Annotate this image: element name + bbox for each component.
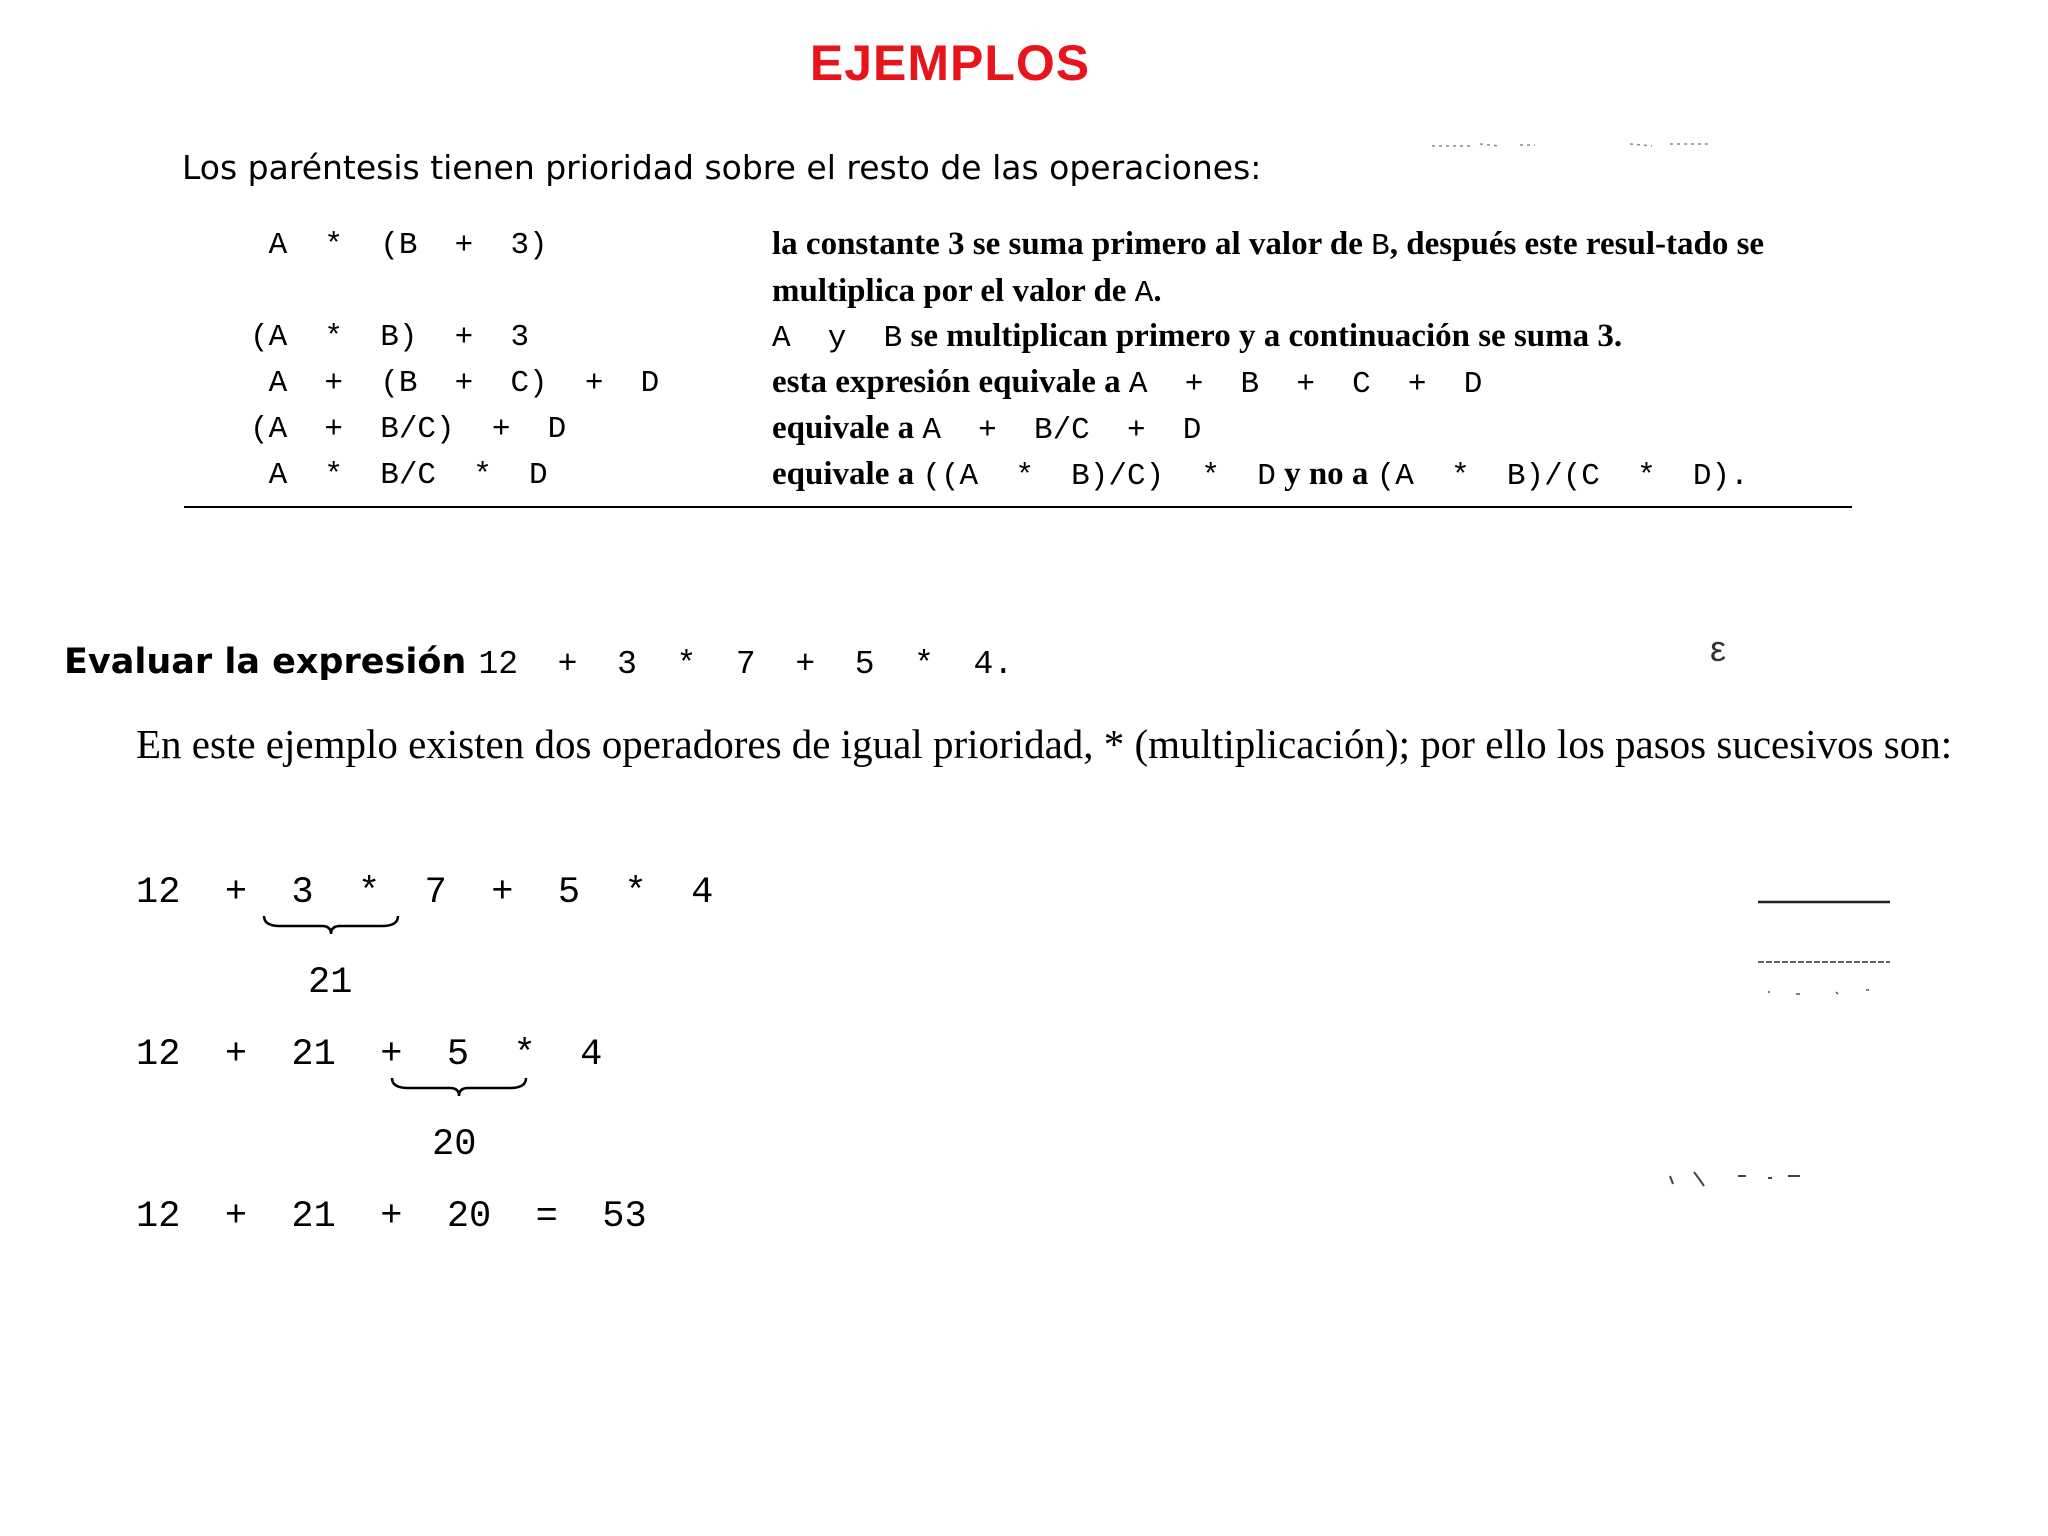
rule-row xyxy=(250,222,1860,314)
rule-description xyxy=(772,314,1860,361)
evaluate-label: Evaluar la expresión xyxy=(64,642,479,682)
step-line-2: 12 + 21 + 5 * 4 xyxy=(136,1034,603,1076)
rule-code-fragment: A xyxy=(1134,276,1154,311)
evaluate-expression: 12 + 3 * 7 + 5 * 4. xyxy=(478,646,1014,683)
rule-description xyxy=(772,406,1860,453)
step-result-2: 20 xyxy=(432,1124,477,1166)
step-result-1: 21 xyxy=(308,962,353,1004)
rule-code-fragment: A + B + C + D xyxy=(1128,367,1483,402)
page-title: EJEMPLOS xyxy=(809,35,1091,91)
epsilon-mark: ε xyxy=(1710,628,1727,669)
rule-code-fragment: A y B xyxy=(772,321,903,356)
rule-code-fragment: ((A * B)/C) * D xyxy=(922,459,1276,494)
rule-text-fragment: y no a xyxy=(1275,456,1377,492)
rule-code-fragment: B xyxy=(1371,229,1390,264)
rule-text-fragment: , después este resul-tado se multiplica por el valor de xyxy=(772,226,1765,309)
rule-description xyxy=(772,360,1860,407)
explanation-paragraph: En este ejemplo existen dos operadores de igual prioridad, * (multiplicación); por ello los pasos sucesivos son: xyxy=(136,721,1953,767)
table-bottom-rule xyxy=(184,506,1852,508)
rule-expression: (A * B) + 3 xyxy=(250,320,530,355)
rule-row xyxy=(250,452,1860,498)
rule-expression: A + (B + C) + D xyxy=(250,366,660,401)
scan-noise-right xyxy=(1756,896,1896,1006)
underbrace-1 xyxy=(262,914,400,936)
rule-row xyxy=(250,314,1860,360)
intro-text: Los paréntesis tienen prioridad sobre el resto de las operaciones: xyxy=(182,148,1262,187)
scan-noise-top xyxy=(1430,134,1760,154)
precedence-rules-table xyxy=(250,222,1860,498)
rule-row xyxy=(250,360,1860,406)
rule-code-fragment: A + B/C + D xyxy=(922,413,1202,448)
rule-expression: (A + B/C) + D xyxy=(250,412,567,447)
rule-row xyxy=(250,406,1860,452)
rule-text-fragment: la constante 3 se suma primero al valor de xyxy=(772,226,1372,262)
rule-expression: A * (B + 3) xyxy=(250,228,548,263)
underbrace-2 xyxy=(390,1076,528,1098)
scan-noise-bottom xyxy=(1668,1166,1828,1196)
rule-text-fragment: equivale a xyxy=(772,456,923,492)
rule-code-fragment: (A * B)/(C * D). xyxy=(1376,459,1749,494)
rule-description xyxy=(772,452,1860,499)
rule-text-fragment: . xyxy=(1153,273,1162,309)
evaluate-heading xyxy=(64,642,1013,683)
step-line-3: 12 + 21 + 20 = 53 xyxy=(136,1196,647,1238)
rule-text-fragment: se multiplican primero y a continuación se suma 3. xyxy=(902,318,1623,354)
rule-text-fragment: esta expresión equivale a xyxy=(772,364,1129,400)
rule-text-fragment: equivale a xyxy=(772,410,923,446)
step-line-1: 12 + 3 * 7 + 5 * 4 xyxy=(136,872,714,914)
rule-expression: A * B/C * D xyxy=(250,458,548,493)
rule-description xyxy=(772,222,1860,316)
